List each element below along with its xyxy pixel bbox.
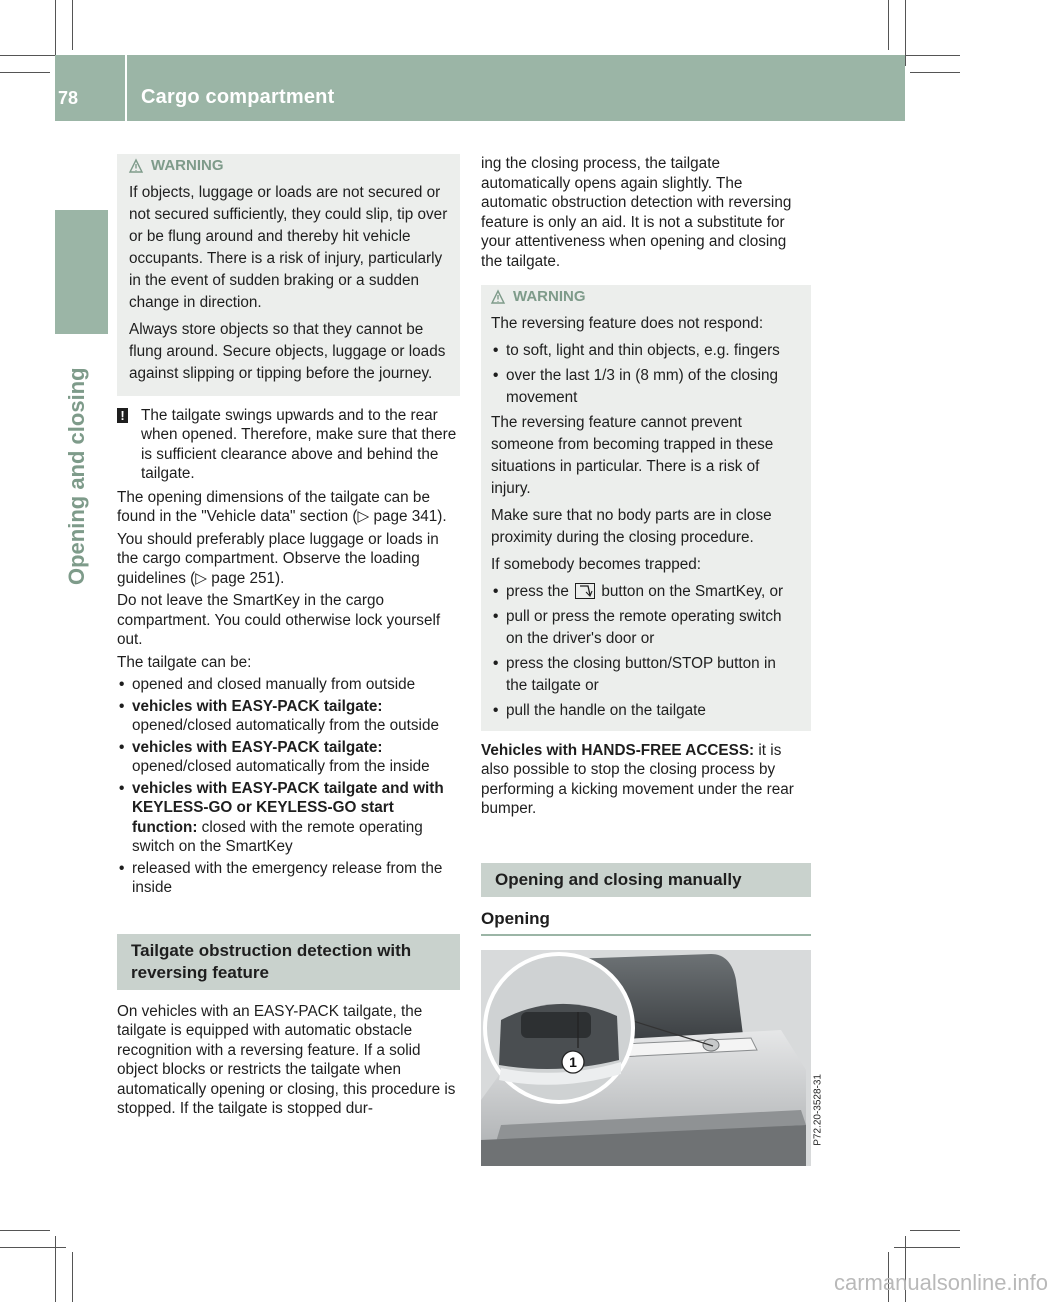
body-paragraph: The opening dimensions of the tailgate can be found in the "Vehicle data" section (▷ page 341). (117, 488, 447, 525)
warning-box (117, 154, 460, 396)
crop-mark (55, 1236, 56, 1302)
list-item: • vehicles with EASY-PACK tailgate: opened/closed automatically from the inside (117, 738, 460, 777)
trapped-actions-list (491, 581, 801, 722)
side-tab (55, 210, 108, 334)
footer-watermark: carmanualsonline.info (834, 1270, 1048, 1295)
warning-triangle-icon (129, 159, 143, 173)
sub-heading: Opening (481, 909, 811, 937)
body-paragraph: The tailgate can be: (117, 653, 252, 671)
crop-mark (0, 1230, 50, 1231)
body-paragraph: Do not leave the SmartKey in the cargo compartment. You could otherwise lock yourself out. (117, 592, 441, 648)
list-item: • press the closing button/STOP button in the tailgate or (491, 653, 801, 697)
figure-code: P72.20-3528-31 (813, 1074, 824, 1146)
body-paragraph: You should preferably place luggage or loads in the cargo compartment. Observe the loading guidelines (▷ page 251). (117, 530, 439, 587)
list-item: • vehicles with EASY-PACK tailgate and with KEYLESS-GO or KEYLESS-GO start function: closed with the remote operating switch on the SmartKey (117, 779, 460, 857)
warning-paragraph: The reversing feature cannot prevent someone from becoming trapped in these situations in particular. There is a risk of injury. (491, 413, 774, 497)
warning-paragraph: Always store objects so that they cannot be flung around. Secure objects, luggage or loads against slipping or tipping before the journey. (129, 320, 446, 382)
note-text: The tailgate swings upwards and to the rear when opened. Therefore, make sure that there is sufficient clearance above and behind the tailgate. (141, 406, 457, 482)
warning-title: WARNING (513, 288, 586, 305)
list-item: • pull or press the remote operating switch on the driver's door or (491, 606, 801, 650)
crop-mark (72, 0, 73, 50)
list-item: • press the button on the SmartKey, or (491, 581, 801, 603)
body-paragraph: ing the closing process, the tailgate automatically opens again slightly. The automatic obstruction detection with reversing feature is only an aid. It is not a substitute for your attentiveness when opening and closing the tailgate. (481, 155, 792, 270)
right-column (481, 154, 824, 1166)
left-column (117, 154, 460, 1122)
warning-heading (129, 156, 450, 176)
warning-box (481, 285, 811, 731)
callout-number: 1 (569, 1054, 577, 1070)
section-heading: Tailgate obstruction detection with reversing feature (117, 934, 460, 990)
tailgate-options-list (117, 675, 460, 898)
exclamation-icon: ! (117, 408, 128, 423)
warning-paragraph: If somebody becomes trapped: (491, 555, 702, 573)
car-rear-drawing (481, 950, 811, 1166)
crop-mark (905, 0, 906, 66)
crop-mark (910, 72, 960, 73)
warning-title: WARNING (151, 157, 224, 174)
warning-triangle-icon (491, 290, 505, 304)
page-number: 78 (58, 88, 79, 108)
list-item: • to soft, light and thin objects, e.g. fingers (491, 340, 801, 362)
crop-mark (894, 1247, 960, 1248)
warning-paragraph: Make sure that no body parts are in close proximity during the closing procedure. (491, 506, 772, 546)
list-item: • pull the handle on the tailgate (491, 700, 801, 722)
list-item: • opened and closed manually from outside (117, 675, 460, 695)
chapter-label: Opening and closing (64, 367, 89, 585)
note-block (117, 406, 460, 484)
crop-mark (0, 72, 50, 73)
warning-paragraph: The reversing feature does not respond: (491, 314, 764, 332)
body-paragraph: Vehicles with HANDS-FREE ACCESS: it is also possible to stop the closing process by performing a kicking movement under the rear bumper. (481, 741, 794, 817)
tailgate-button-icon (575, 583, 595, 599)
header-divider (125, 55, 127, 121)
tailgate-illustration (481, 950, 824, 1166)
warning-paragraph: If objects, luggage or loads are not secured or not secured sufficiently, they could slip, tip over or be flung around and thereby hit vehicle occupants. There is a risk of injury, particularly in the event of sudden braking or a sudden change in direction. (129, 183, 448, 311)
warning-heading (491, 287, 801, 307)
page-title: Cargo compartment (141, 86, 335, 108)
body-paragraph: On vehicles with an EASY-PACK tailgate, the tailgate is equipped with automatic obstacle recognition with a reversing feature. If a solid object blocks or restricts the tailgate when automatically opening or closing, this procedure is stopped. If the tailgate is stopped dur- (117, 1002, 456, 1117)
crop-mark (888, 0, 889, 50)
crop-mark (72, 1252, 73, 1302)
section-heading: Opening and closing manually (481, 863, 811, 897)
list-item: • released with the emergency release from the inside (117, 859, 460, 898)
warning-list (491, 340, 801, 409)
list-item: • over the last 1/3 in (8 mm) of the closing movement (491, 365, 801, 409)
crop-mark (910, 1230, 960, 1231)
crop-mark (0, 1247, 66, 1248)
list-item: • vehicles with EASY-PACK tailgate: opened/closed automatically from the outside (117, 697, 460, 736)
